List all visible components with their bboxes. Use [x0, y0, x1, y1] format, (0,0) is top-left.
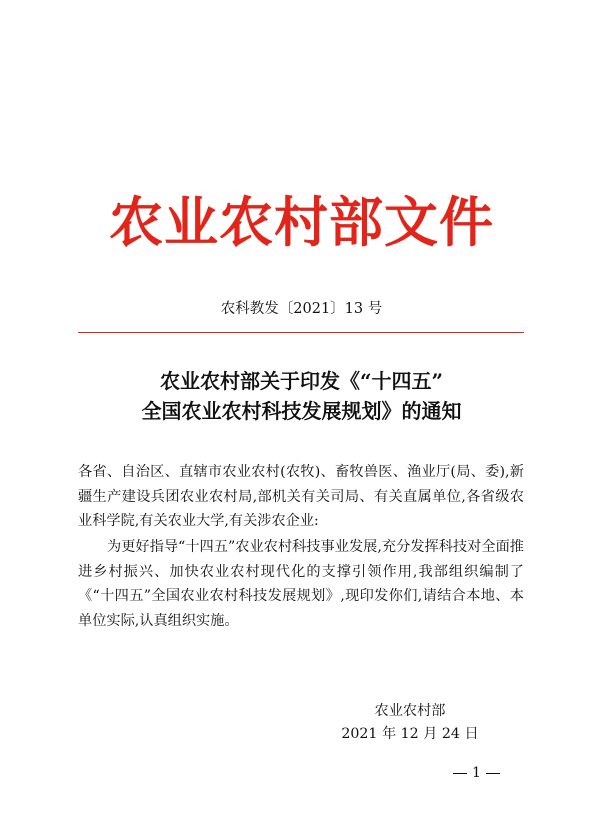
title-line-2: 全国农业农村科技发展规划》的通知 — [141, 399, 462, 423]
page-number-dash-right — [486, 773, 500, 774]
red-separator-line — [78, 332, 524, 333]
body-paragraph: 为更好指导“十四五”农业农村科技事业发展,充分发挥科技对全面推进乡村振兴、加快农业农村现代化的支撑引领作用,我部组织编制了《“十四五”全国农业农村科技发展规划》,现印发你们,请结合本地、本单位实际,认真组织实施。 — [78, 539, 524, 629]
page-number — [453, 763, 500, 783]
issue-date: 2021 年 12 月 24 日 — [341, 726, 479, 742]
title-line-1: 农业农村部关于印发《“十四五” — [159, 369, 443, 393]
document-title — [0, 366, 603, 426]
issuer-signature: 农业农村部 — [374, 703, 446, 719]
letterhead-title: 农业农村部文件 — [109, 190, 494, 254]
page-number-value: 1 — [472, 765, 481, 781]
addressee-paragraph: 各省、自治区、直辖市农业农村(农牧)、畜牧兽医、渔业厅(局、委),新疆生产建设兵团农业农村局,部机关有关司局、有关直属单位,各省级农业科学院,有关农业大学,有关涉农企业: — [78, 464, 524, 529]
page-number-dash-left — [453, 773, 467, 774]
document-number: 农科教发〔2021〕13 号 — [220, 301, 383, 317]
